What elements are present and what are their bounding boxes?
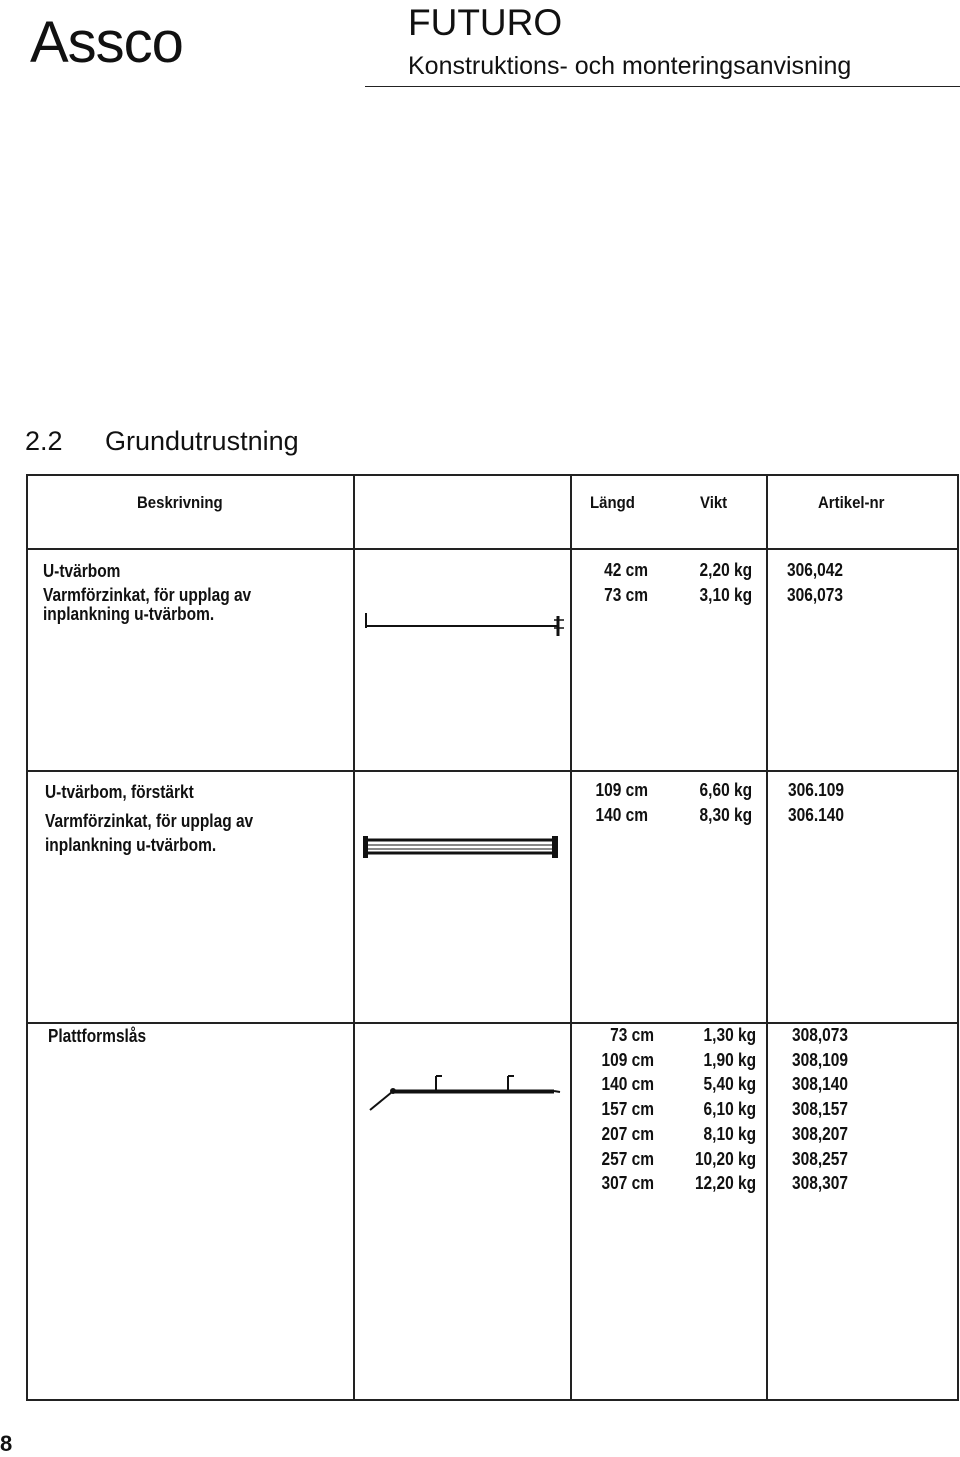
length-value: 307 cm [601,1173,654,1194]
product-description: Varmförzinkat, för upplag av [43,585,252,605]
length-values [595,778,648,827]
article-values [787,558,843,607]
weight-value: 2,20 kg [699,560,752,580]
product-title: FUTURO [408,2,563,43]
section-heading [25,424,299,458]
article-number: 308,257 [792,1148,848,1169]
length-value: 140 cm [601,1074,654,1095]
weight-value: 6,10 kg [703,1099,756,1120]
length-value: 109 cm [595,780,648,800]
length-value: 42 cm [604,560,648,580]
weight-value: 1,30 kg [703,1025,756,1045]
table-divider-vertical [353,476,355,1399]
weight-value: 8,10 kg [703,1123,756,1144]
article-number: 308,307 [792,1173,848,1194]
weight-values [695,1023,756,1196]
article-values [792,1023,848,1196]
length-values [604,558,648,607]
table-divider-horizontal [28,548,957,550]
article-number: 306,073 [787,584,843,605]
article-number: 306.140 [788,804,844,825]
table-row-description [48,1024,146,1048]
length-value: 73 cm [610,1025,654,1045]
header-divider [365,86,960,87]
brand-logo: Assco [30,10,183,75]
table-divider-horizontal [28,770,957,772]
product-name: Plattformslås [48,1026,147,1046]
length-value: 109 cm [601,1049,654,1070]
article-number: 306,042 [787,560,843,580]
product-description: inplankning u-tvärbom. [45,835,217,855]
product-name: U-tvärbom [43,561,121,581]
table-row-description [43,559,251,626]
article-number: 308,207 [792,1123,848,1144]
product-description: Varmförzinkat, för upplag av [45,811,254,831]
article-number: 306.109 [788,780,844,800]
document-subtitle: Konstruktions- och monteringsanvisning [408,52,852,80]
length-value: 157 cm [601,1099,654,1120]
length-value: 140 cm [595,804,648,825]
product-description: inplankning u-tvärbom. [43,604,215,624]
product-name: U-tvärbom, förstärkt [45,782,194,802]
platform-lock-illustration [368,1072,563,1112]
column-header-weight: Vikt [700,493,728,512]
table-row-description [45,780,253,857]
weight-value: 1,90 kg [703,1049,756,1070]
length-value: 207 cm [601,1123,654,1144]
weight-values [699,558,752,607]
length-values [601,1023,654,1196]
article-number: 308,109 [792,1049,848,1070]
reinforced-u-transom-illustration [362,832,564,862]
section-number: 2.2 [25,426,63,456]
weight-value: 8,30 kg [699,804,752,825]
table-divider-vertical [766,476,768,1399]
weight-value: 10,20 kg [694,1148,756,1169]
weight-value: 5,40 kg [703,1074,756,1095]
column-header-article: Artikel-nr [818,493,885,512]
weight-value: 3,10 kg [699,584,752,605]
weight-values [699,778,752,827]
section-title: Grundutrustning [105,426,299,456]
article-number: 308,140 [792,1074,848,1095]
page-number: 8 [0,1431,13,1456]
article-number: 308,073 [792,1025,848,1045]
weight-value: 12,20 kg [694,1173,756,1194]
weight-value: 6,60 kg [699,780,752,800]
column-header-description: Beskrivning [137,493,223,512]
length-value: 257 cm [601,1148,654,1169]
column-header-length: Längd [590,493,635,512]
u-transom-illustration [362,608,572,638]
equipment-table [26,474,959,1401]
article-values [788,778,844,827]
article-number: 308,157 [792,1099,848,1120]
length-value: 73 cm [604,584,648,605]
